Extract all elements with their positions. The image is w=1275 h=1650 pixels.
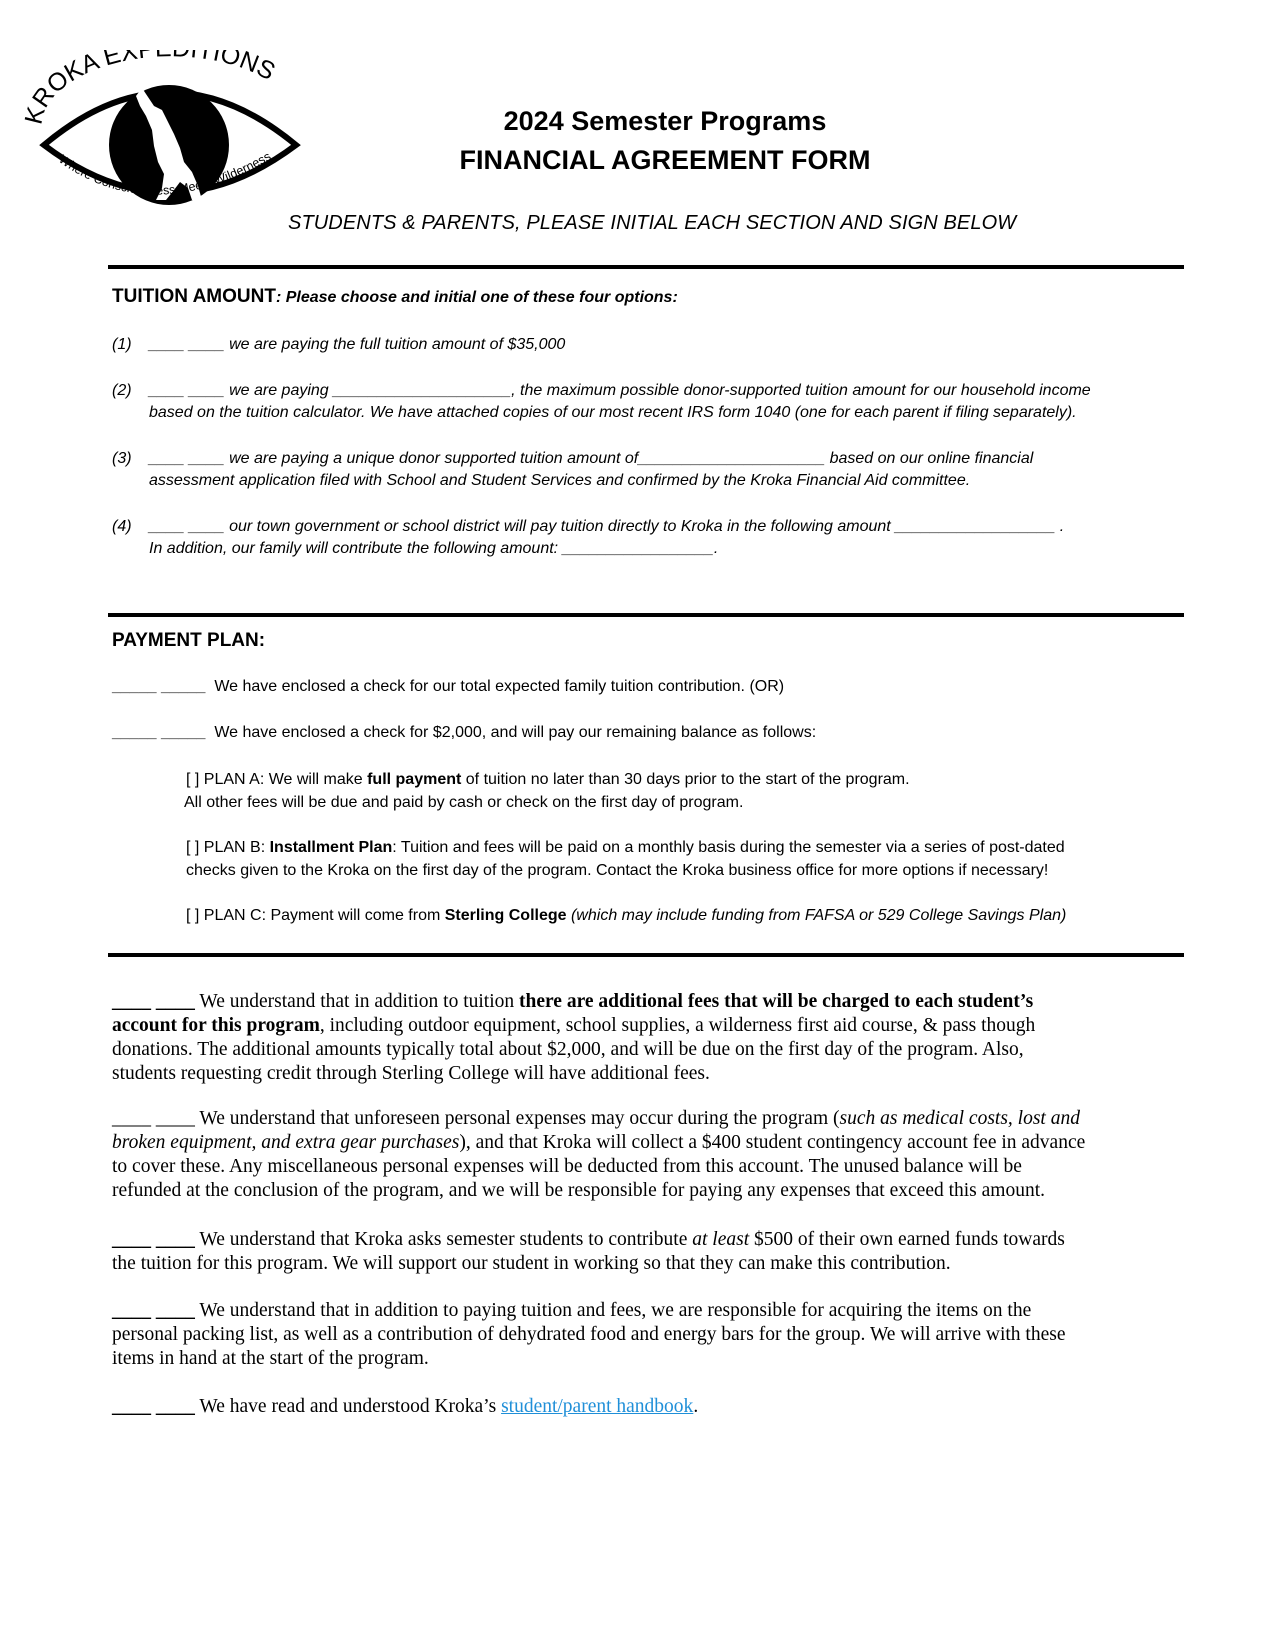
- tuition-heading: [112, 286, 678, 308]
- logo-tagline: Where Consciousness Meets Wilderness: [56, 149, 274, 198]
- page-title-line2: FINANCIAL AGREEMENT FORM: [459, 145, 871, 175]
- option-text: ____ ____ our town government or school district will pay tuition directly to Kroka in the following amount __________________ .: [149, 518, 1065, 535]
- section-divider: [108, 613, 1184, 617]
- plan-c[interactable]: [ ] PLAN C: Payment will come from Sterling College (which may include funding from FAFSA or 529 College Savings Plan): [186, 907, 1067, 924]
- initial-blank[interactable]: ____ ____: [112, 1300, 195, 1321]
- initial-blank[interactable]: ____ ____: [112, 1229, 195, 1250]
- howling-wolf-eye-icon: [24, 50, 314, 225]
- logo-arc-text: ROKA EX TIONS: [26, 50, 280, 113]
- initial-blank[interactable]: _____ _____: [112, 678, 206, 695]
- plan-a-line2: All other fees will be due and paid by cash or check on the first day of program.: [184, 794, 744, 811]
- plan-c-note: (which may include funding from FAFSA or 529 College Savings Plan): [566, 907, 1067, 924]
- initial-blank[interactable]: ____ ____: [112, 991, 195, 1012]
- initial-blank[interactable]: ____ ____: [112, 1108, 195, 1129]
- earned-funds-paragraph: ____ ____ We understand that Kroka asks semester students to contribute at least $500 of their own earned funds towards the tuition for this program. We will support our student in working so that they can make this contribution.: [112, 1229, 1065, 1274]
- option-text-cont: based on the tuition calculator. We have attached copies of our most recent IRS form 1040 (one for each parent if filing separately).: [149, 404, 1077, 421]
- initial-blank[interactable]: ____ ____: [112, 1396, 195, 1417]
- contingency-paragraph: ____ ____ We understand that unforeseen personal expenses may occur during the program (such as medical costs, lost and broken equipment, and extra gear purchases), and that Kroka will collect a $400 student contingency account fee in advance to cover these. Any miscellaneous personal expenses will be deducted from this account. The unused balance will be refunded at the conclusion of the program, and we will be responsible for paying any expenses that exceed this amount.: [112, 1108, 1086, 1201]
- page-title-line1: 2024 Semester Programs: [503, 106, 827, 136]
- plan-b[interactable]: [186, 836, 1186, 882]
- packing-list-paragraph: ____ ____ We understand that in addition to paying tuition and fees, we are responsible for acquiring the items on the personal packing list, as well as a contribution of dehydrated food and energy bars for the group. We will arrive with these items in hand at the start of the program.: [112, 1300, 1066, 1369]
- plan-a-line1: [ ] PLAN A: We will make full payment of tuition no later than 30 days prior to the start of the program.: [186, 771, 910, 788]
- section-divider: [108, 265, 1184, 269]
- instruction-banner: STUDENTS & PARENTS, PLEASE INITIAL EACH SECTION AND SIGN BELOW: [288, 212, 1017, 234]
- tuition-heading-sub: : Please choose and initial one of these four options:: [275, 289, 678, 306]
- initial-blank[interactable]: _____ _____: [112, 724, 206, 741]
- payment-text: We have enclosed a check for $2,000, and will pay our remaining balance as follows:: [214, 724, 817, 741]
- option-text-cont: In addition, our family will contribute the following amount: _________________.: [149, 540, 719, 557]
- payment-text: We have enclosed a check for our total expected family tuition contribution. (OR): [214, 678, 785, 695]
- tuition-option-2[interactable]: [112, 380, 1192, 424]
- option-text: ____ ____ we are paying a unique donor supported tuition amount of_____________________ based on our online financial: [149, 450, 1034, 467]
- option-number: (3): [112, 450, 132, 467]
- plan-a-bold: full payment: [367, 771, 462, 788]
- option-number: (2): [112, 382, 132, 399]
- section-divider: [108, 953, 1184, 957]
- tuition-option-4[interactable]: [112, 516, 1192, 560]
- payment-full-check[interactable]: [112, 678, 784, 696]
- kroka-logo: [24, 50, 314, 225]
- plan-b-line2: checks given to the Kroka on the first day of the program. Contact the Kroka business office for more options if necessary!: [186, 862, 1049, 879]
- option-number: (4): [112, 518, 132, 535]
- plan-c-bold: Sterling College: [444, 907, 567, 924]
- option-text: ____ ____ we are paying ____________________, the maximum possible donor-supported tuition amount for our household income: [149, 382, 1091, 399]
- additional-fees-paragraph: ____ ____ We understand that in addition to tuition there are additional fees that will be charged to each student’s account for this program, including outdoor equipment, school supplies, a wilderness first aid course, & pass though donations. The additional amounts typically total about $2,000, and will be due on the first day of the program. Also, students requesting credit through Sterling College will have additional fees.: [112, 991, 1036, 1084]
- option-number: (1): [112, 336, 132, 353]
- tuition-heading-label: TUITION AMOUNT: [112, 286, 276, 307]
- option-text: ____ ____ we are paying the full tuition amount of $35,000: [149, 336, 566, 353]
- handbook-link[interactable]: student/parent handbook: [501, 1396, 694, 1417]
- option-text-cont: assessment application filed with School and Student Services and confirmed by the Kroka Financial Aid committee.: [149, 472, 971, 489]
- handbook-paragraph: ____ ____ We have read and understood Kroka’s student/parent handbook.: [112, 1396, 699, 1417]
- payment-deposit-check[interactable]: [112, 724, 816, 742]
- tuition-option-3[interactable]: [112, 448, 1192, 492]
- tuition-option-1[interactable]: [112, 334, 1192, 356]
- plan-b-bold: Installment Plan: [269, 839, 393, 856]
- payment-plan-heading: PAYMENT PLAN:: [112, 630, 266, 651]
- plan-a[interactable]: [186, 768, 1186, 814]
- plan-b-line1: [ ] PLAN B: Installment Plan: Tuition and fees will be paid on a monthly basis during the semester via a series of post-dated: [186, 839, 1065, 856]
